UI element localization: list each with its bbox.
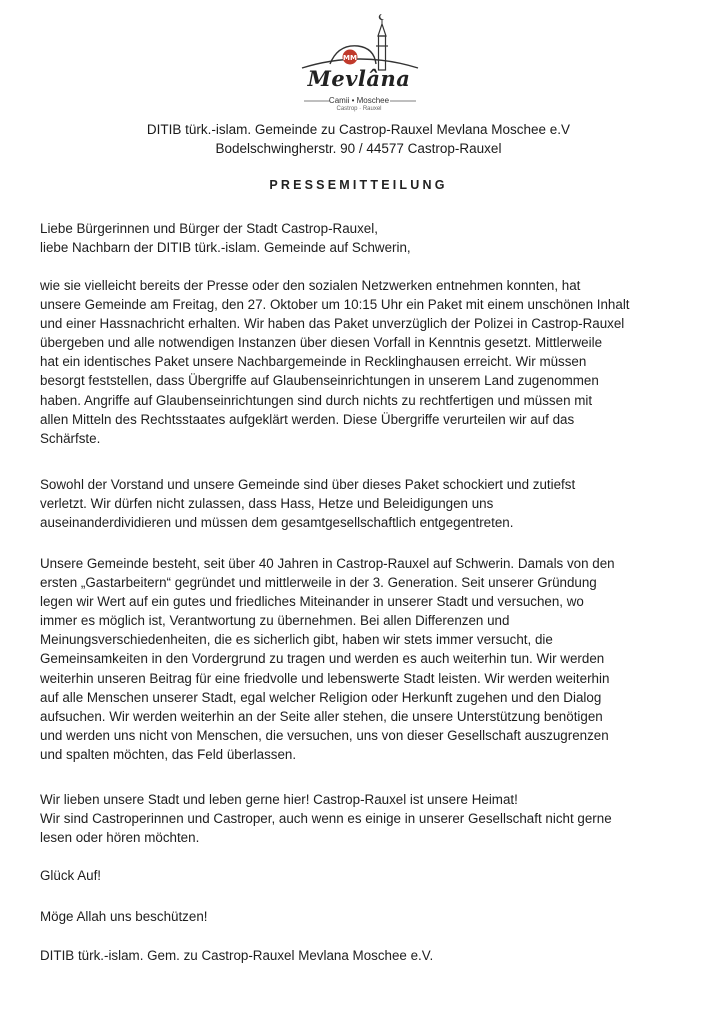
closing-blessing	[40, 907, 682, 926]
text-line: Glück Auf!	[40, 868, 102, 883]
text-line: ersten „Gastarbeitern“ gegründet und mittlerweile in der 3. Generation. Seit unserer Gründung	[40, 575, 597, 591]
text-line: auseinanderdividieren und müssen dem gesamtgesellschaftlich entgegentreten.	[40, 515, 514, 531]
text-line: weiterhin unseren Beitrag für eine friedvolle und lebenswerte Stadt leisten. Wir werden weiterhin	[40, 670, 610, 686]
text-line: Wir sind Castroperinnen und Castroper, auch wenn es einige in unserer Gesellschaft nicht gerne	[40, 811, 612, 827]
text-line: hat ein identisches Paket unsere Nachbargemeinde in Recklinghausen erreicht. Wir müssen	[40, 354, 587, 370]
text-line: Möge Allah uns beschützen!	[40, 909, 208, 924]
paragraph-home	[40, 790, 682, 847]
paragraph-reaction	[40, 475, 682, 532]
text-line: Gemeinsamkeiten in den Vordergrund zu tragen und werden es auch weiterhin tun. Wir werden	[40, 651, 605, 667]
text-line: Unsere Gemeinde besteht, seit über 40 Jahren in Castrop-Rauxel auf Schwerin. Damals von den	[40, 556, 615, 571]
text-line: besorgt feststellen, dass Übergriffe auf Glaubenseinrichtungen in unserem Land zugenommen	[40, 373, 599, 389]
paragraph-incident	[40, 276, 682, 448]
text-line: Liebe Bürgerinnen und Bürger der Stadt Castrop-Rauxel,	[40, 221, 378, 236]
text-line: allen Mitteln des Rechtsstaates aufgeklärt werden. Diese Übergriffe verurteilen wir auf das	[40, 411, 575, 427]
text-line: übergeben und alle notwendigen Instanzen über diesen Vorfall in Kenntnis gesetzt. Mittlerweile	[40, 335, 603, 351]
text-line: aufsuchen. Wir werden weiterhin an der Seite aller stehen, die unsere Unterstützung benötigen	[40, 708, 603, 724]
signature-organization	[40, 946, 682, 965]
brand-subtitle: Camii • Moschee	[328, 96, 390, 105]
brand-city: Castrop · Rauxel	[336, 106, 382, 112]
brand-name: Mevlâna	[307, 66, 411, 91]
text-line: unsere Gemeinde am Freitag, den 27. Oktober um 10:15 Uhr ein Paket mit einem unschönen Inhalt	[40, 297, 630, 313]
text-line: DITIB türk.-islam. Gem. zu Castrop-Rauxel Mevlana Moschee e.V.	[40, 948, 434, 963]
text-line: auf alle Menschen unserer Stadt, egal welcher Religion oder Herkunft zugehen und den Dialog	[40, 689, 602, 705]
text-line: Meinungsverschiedenheiten, die es sicherlich gibt, haben wir stets immer versucht, die	[40, 632, 553, 648]
organization-address: Bodelschwingherstr. 90 / 44577 Castrop-Rauxel	[215, 141, 502, 156]
text-line: verletzt. Wir dürfen nicht zulassen, dass Hass, Hetze und Beleidigungen uns	[40, 496, 494, 512]
text-line: lesen oder hören möchten.	[40, 830, 200, 846]
text-line: und werden uns nicht von Menschen, die versuchen, uns von dieser Gesellschaft auszugrenzen	[40, 727, 609, 743]
text-line: immer es möglich ist, Verantwortung zu übernehmen. Bei allen Differenzen und	[40, 613, 510, 629]
text-line: Sowohl der Vorstand und unsere Gemeinde sind über dieses Paket schockiert und zutiefst	[40, 477, 576, 492]
text-line: haben. Angriffe auf Glaubenseinrichtungen sind durch nichts zu rechtfertigen und müssen mit	[40, 392, 593, 408]
salutation-paragraph	[40, 219, 682, 257]
text-line: wie sie vielleicht bereits der Presse oder den sozialen Netzwerken entnehmen konnten, hat	[40, 278, 581, 293]
text-line: legen wir Wert auf ein gutes und friedliches Miteinander in unserer Stadt und versuchen, wo	[40, 594, 584, 610]
organization-name: DITIB türk.-islam. Gemeinde zu Castrop-Rauxel Mevlana Moschee e.V	[146, 122, 571, 137]
closing-glueck-auf	[40, 866, 682, 885]
text-line: Schärfste.	[40, 430, 101, 446]
badge-text: MM	[343, 54, 357, 62]
text-line: Wir lieben unsere Stadt und leben gerne hier! Castrop-Rauxel ist unsere Heimat!	[40, 792, 518, 807]
text-line: liebe Nachbarn der DITIB türk.-islam. Gemeinde auf Schwerin,	[40, 240, 411, 256]
document-title: PRESSEMITTEILUNG	[269, 178, 448, 192]
text-line: und spalten möchten, das Feld überlassen.	[40, 746, 297, 762]
paragraph-community	[40, 554, 682, 764]
text-line: und einer Hassnachricht erhalten. Wir haben das Paket unverzüglich der Polizei in Castrop-Rauxel	[40, 316, 625, 332]
